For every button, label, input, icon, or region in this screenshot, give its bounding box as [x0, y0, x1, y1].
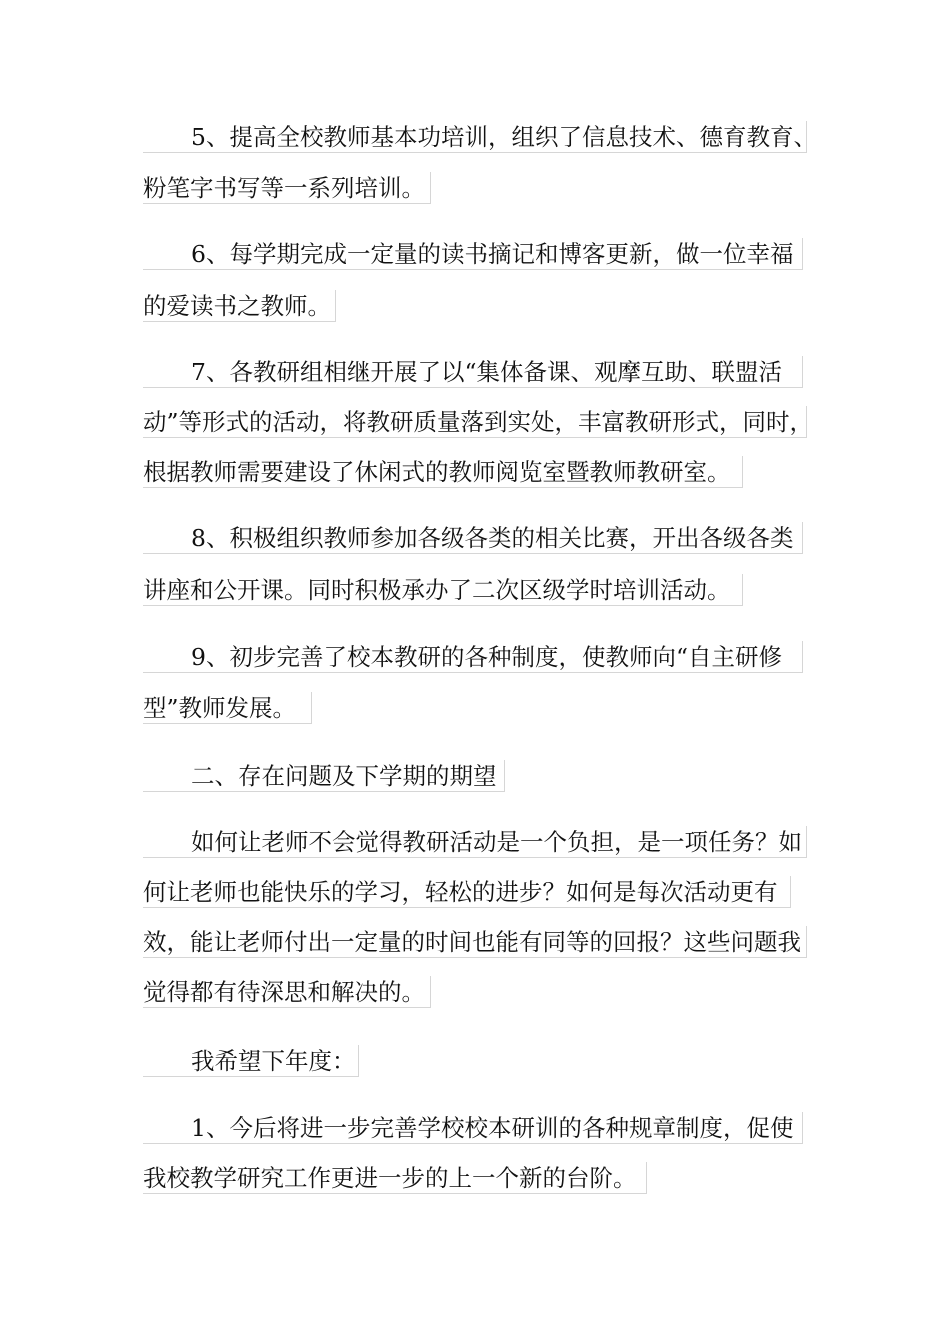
- text-line: 何让老师也能快乐的学习，轻松的进步？如何是每次活动更有: [143, 876, 791, 908]
- text-line: 9、初步完善了校本教研的各种制度，使教师向“自主研修: [143, 641, 803, 673]
- text-line: 8、积极组织教师参加各级各类的相关比赛，开出各级各类: [143, 522, 803, 554]
- text-line: 型”教师发展。: [143, 692, 312, 724]
- text-line: 根据教师需要建设了休闲式的教师阅览室暨教师教研室。: [143, 456, 743, 488]
- text-line: 讲座和公开课。同时积极承办了二次区级学时培训活动。: [143, 574, 743, 606]
- text-line: 粉笔字书写等一系列培训。: [143, 172, 431, 204]
- text-line: 动”等形式的活动，将教研质量落到实处，丰富教研形式，同时，: [143, 408, 814, 436]
- text-line: 我校教学研究工作更进一步的上一个新的台阶。: [143, 1162, 647, 1194]
- text-line: 的爱读书之教师。: [143, 290, 336, 322]
- text-line: 1、今后将进一步完善学校校本研训的各种规章制度，促使: [143, 1112, 803, 1144]
- text-line: 5、提高全校教师基本功培训，组织了信息技术、德育教育、: [143, 121, 807, 153]
- text-line: 我希望下年度：: [143, 1045, 359, 1077]
- text-line: 如何让老师不会觉得教研活动是一个负担，是一项任务？如: [143, 826, 807, 858]
- text-line: 效，能让老师付出一定量的时间也能有同等的回报？这些问题我: [143, 926, 807, 958]
- text-line: 7、各教研组相继开展了以“集体备课、观摩互助、联盟活: [143, 356, 803, 388]
- text-line: 6、每学期完成一定量的读书摘记和博客更新，做一位幸福: [143, 238, 803, 270]
- text-line: 觉得都有待深思和解决的。: [143, 976, 431, 1008]
- text-line: 二、存在问题及下学期的期望: [143, 760, 505, 792]
